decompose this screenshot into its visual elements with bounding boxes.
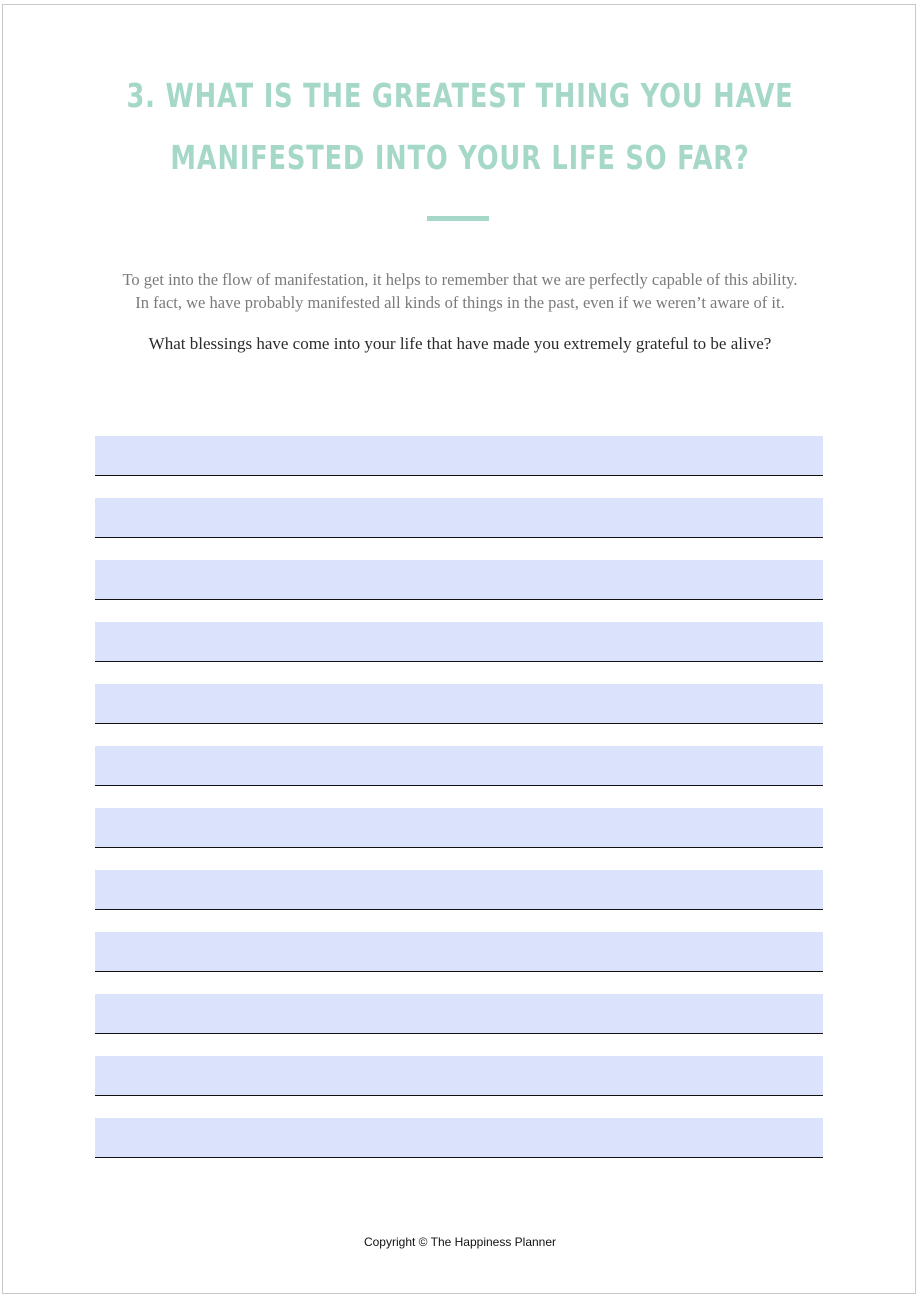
title-line-1: 3. WHAT IS THE GREATEST THING YOU HAVE [126, 76, 794, 115]
answer-line-field[interactable] [95, 994, 823, 1034]
page-title [104, 65, 817, 189]
intro-paragraph [3, 268, 917, 314]
prompt-question: What blessings have come into your life that have made you extremely grateful to be alive? [148, 334, 772, 353]
answer-line-field[interactable] [95, 932, 823, 972]
copyright-footer: Copyright © The Happiness Planner [363, 1235, 557, 1249]
answer-line-field[interactable] [95, 870, 823, 910]
answer-line-field[interactable] [95, 498, 823, 538]
answer-line-field[interactable] [95, 1056, 823, 1096]
title-divider [427, 216, 489, 221]
answer-line-field[interactable] [95, 1118, 823, 1158]
answer-line-field[interactable] [95, 684, 823, 724]
title-line-2: MANIFESTED INTO YOUR LIFE SO FAR? [170, 138, 750, 177]
answer-line-field[interactable] [95, 560, 823, 600]
answer-line-field[interactable] [95, 622, 823, 662]
answer-line-field[interactable] [95, 436, 823, 476]
answer-line-field[interactable] [95, 746, 823, 786]
intro-line-1: To get into the flow of manifestation, it helps to remember that we are perfectly capable of this ability. [122, 270, 798, 289]
answer-lines [95, 436, 825, 1180]
worksheet-page [2, 4, 916, 1294]
answer-line-field[interactable] [95, 808, 823, 848]
intro-line-2: In fact, we have probably manifested all kinds of things in the past, even if we weren’t aware of it. [135, 293, 785, 312]
